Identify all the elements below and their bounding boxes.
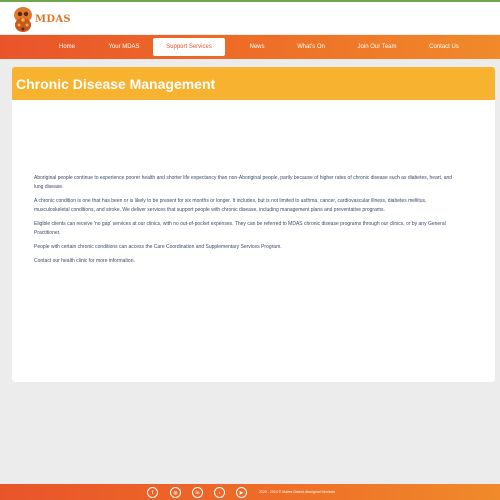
nav-item-contact-us[interactable]: Contact Us — [429, 44, 459, 50]
youtube-icon[interactable]: ▶ — [236, 487, 247, 498]
nav-item-your-mdas[interactable]: Your MDAS — [108, 44, 140, 50]
page-title-bar — [12, 67, 495, 100]
nav-item-home[interactable]: Home — [58, 44, 75, 50]
brand-name: MDAS — [35, 14, 71, 25]
paragraph: Eligible clients can receive 'no gap' services at our clinics, with no out-of-pocket expenses. They can be referred to MDAS chronic disease programs through our clinics, or by any General Practitioner. — [34, 220, 446, 236]
facebook-icon[interactable]: f — [147, 487, 158, 498]
tiktok-icon[interactable]: ♪ — [214, 487, 225, 498]
nav-item-support-services[interactable]: Support Services — [153, 38, 225, 56]
paragraph: Contact our health clinic for more information. — [34, 258, 135, 265]
page-body — [34, 174, 454, 272]
paragraph: A chronic condition is one that has been or is likely to be present for six months or longer. It includes, but is not limited to asthma, cancer, cardiovascular illness, diabetes mellitus, musculoskeletal conditions, and stroke. We deliver services that support people with chronic disease, including management plans and preventative programs. — [34, 197, 427, 213]
page-title: Chronic Disease Management — [16, 76, 216, 92]
mdas-emblem-icon — [12, 6, 34, 33]
linkedin-icon[interactable]: in — [192, 487, 203, 498]
site-header — [0, 0, 500, 34]
mdas-logo[interactable] — [12, 6, 71, 33]
instagram-icon[interactable]: ◎ — [170, 487, 181, 498]
nav-item-whats-on[interactable]: What's On — [297, 44, 325, 50]
nav-item-join-our-team[interactable]: Join Our Team — [357, 44, 397, 50]
main-navigation — [0, 35, 500, 59]
paragraph: People with certain chronic conditions can access the Care Coordination and Supplementary Services Program. — [34, 243, 282, 250]
nav-item-news[interactable]: News — [249, 44, 265, 50]
copyright-text: 2020 - 2024 © Mallee District Aboriginal Services — [259, 490, 335, 494]
paragraph: Aboriginal people continue to experience poorer health and shorter life expectancy than non-Aboriginal people, partly because of higher rates of chronic disease such as diabetes, heart, and lung disease. — [34, 175, 453, 190]
site-footer — [0, 484, 500, 500]
